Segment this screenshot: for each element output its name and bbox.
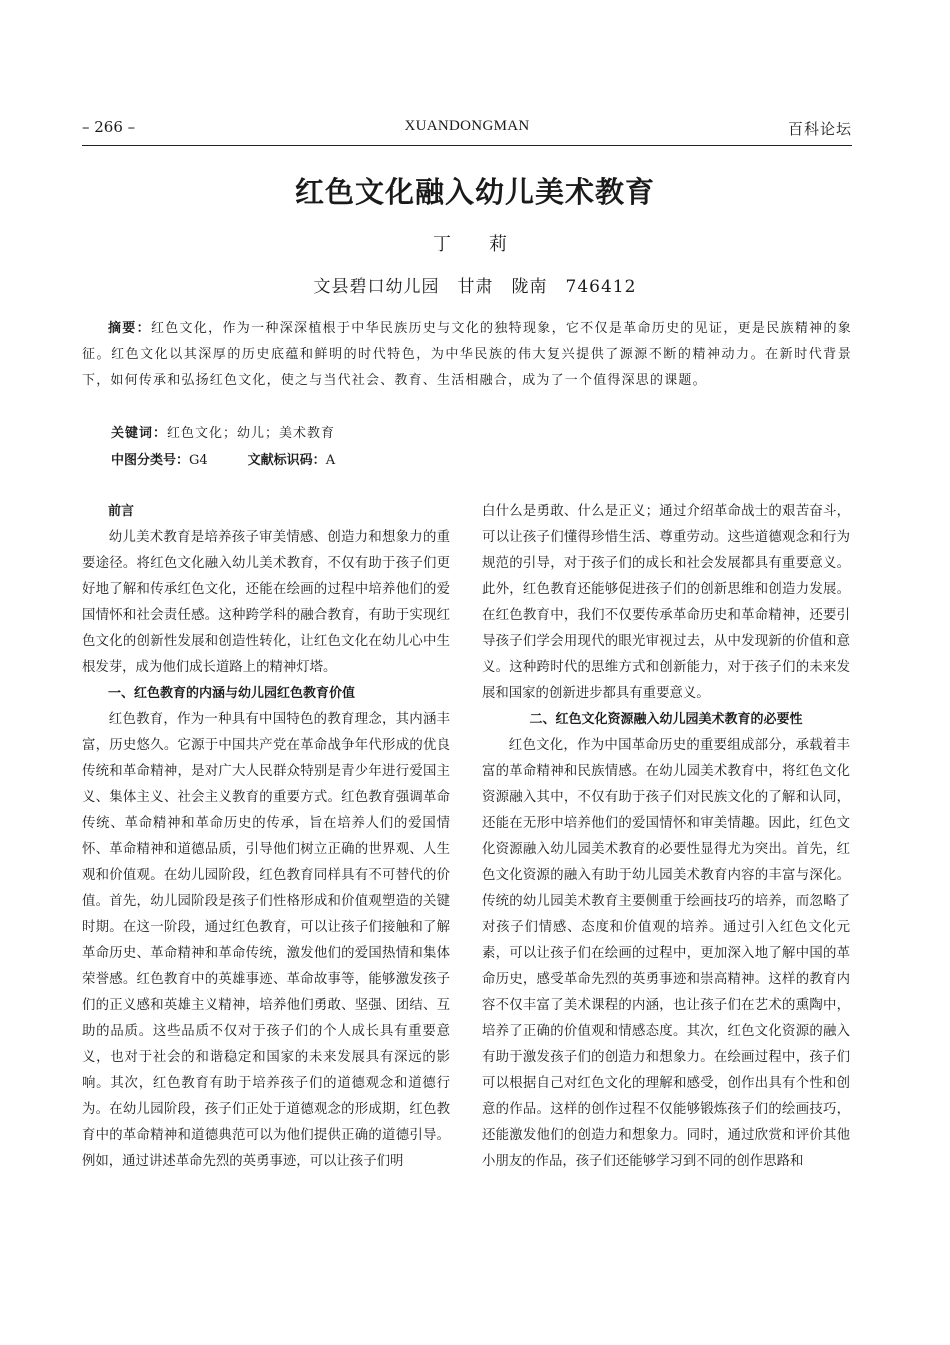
doc-code-value: A [325, 453, 336, 468]
preface-heading: 前言 [108, 504, 135, 519]
section1-heading: 一、红色教育的内涵与幼儿园红色教育价值 [108, 686, 356, 701]
section2-heading: 二、红色文化资源融入幼儿园美术教育的必要性 [529, 712, 803, 727]
doc-code-label: 文献标识码： [247, 453, 326, 468]
article-title: 红色文化融入幼儿美术教育 [294, 175, 655, 209]
header-rule [82, 145, 852, 146]
author-affiliation: 文县碧口幼儿园 甘肃 陇南 746412 [313, 277, 637, 297]
preface-paragraph: 幼儿美术教育是培养孩子审美情感、创造力和想象力的重要途径。将红色文化融入幼儿美术教育，不仅有助于孩子们更好地了解和传承红色文化，还能在绘画的过程中培养他们的爱国情怀和社会责任感。这种跨学科的融合教育，有助于实现红色文化的创新性发展和创造性转化，让红色文化在幼儿心中生根发芽，成为他们成长道路上的精神灯塔。 [82, 530, 450, 675]
page-number: – 266 – [82, 118, 136, 136]
abstract-label: 摘要： [108, 321, 151, 336]
keywords-text: 红色文化；幼儿；美术教育 [167, 426, 336, 441]
left-column [82, 499, 450, 1175]
keywords [111, 422, 335, 441]
abstract-text: 红色文化，作为一种深深植根于中华民族历史与文化的独特现象，它不仅是革命历史的见证，更是民族精神的象征。红色文化以其深厚的历史底蕴和鲜明的时代特色，为中华民族的伟大复兴提供了源源不断的精神动力。在新时代背景下，如何传承和弘扬红色文化，使之与当代社会、教育、生活相融合，成为了一个值得深思的课题。 [82, 321, 852, 388]
classification [111, 449, 335, 468]
right-column [482, 499, 850, 1175]
article-author: 丁 莉 [433, 234, 517, 255]
abstract [82, 316, 852, 394]
abstract-paragraph [82, 316, 852, 394]
section-name: 百科论坛 [787, 120, 852, 138]
clc-value: G4 [189, 453, 208, 468]
clc-label: 中图分类号： [111, 453, 190, 468]
running-header [82, 118, 852, 140]
section1-paragraph: 红色教育，作为一种具有中国特色的教育理念，其内涵丰富，历史悠久。它源于中国共产党在革命战争年代形成的优良传统和革命精神，是对广大人民群众特别是青少年进行爱国主义、集体主义、社会主义教育的重要方式。红色教育强调革命传统、革命精神和革命历史的传承，旨在培养人们的爱国情怀、革命精神和道德品质，引导他们树立正确的世界观、人生观和价值观。在幼儿园阶段，红色教育同样具有不可替代的价值。首先，幼儿园阶段是孩子们性格形成和价值观塑造的关键时期。在这一阶段，通过红色教育，可以让孩子们接触和了解革命历史、革命精神和革命传统，激发他们的爱国热情和集体荣誉感。红色教育中的英雄事迹、革命故事等，能够激发孩子们的正义感和英雄主义精神，培养他们勇敢、坚强、团结、互助的品质。这些品质不仅对于孩子们的个人成长具有重要意义，也对于社会的和谐稳定和国家的未来发展具有深远的影响。其次，红色教育有助于培养孩子们的道德观念和道德行为。在幼儿园阶段，孩子们正处于道德观念的形成期，红色教育中的革命精神和道德典范可以为他们提供正确的道德引导。例如，通过讲述革命先烈的英勇事迹，可以让孩子们明 [82, 712, 450, 1169]
keywords-label: 关键词： [111, 426, 168, 441]
section1-paragraph-continued: 白什么是勇敢、什么是正义；通过介绍革命战士的艰苦奋斗，可以让孩子们懂得珍惜生活、尊重劳动。这些道德观念和行为规范的引导，对于孩子们的成长和社会发展都具有重要意义。此外，红色教育还能够促进孩子们的创新思维和创造力发展。在红色教育中，我们不仅要传承革命历史和革命精神，还要引导孩子们学会用现代的眼光审视过去，从中发现新的价值和意义。这种跨时代的思维方式和创新能力，对于孩子们的未来发展和国家的创新进步都具有重要意义。 [482, 504, 850, 701]
journal-name: XUANDONGMAN [404, 118, 530, 134]
section2-paragraph: 红色文化，作为中国革命历史的重要组成部分，承载着丰富的革命精神和民族情感。在幼儿园美术教育中，将红色文化资源融入其中，不仅有助于孩子们对民族文化的了解和认同，还能在无形中培养他们的爱国情怀和审美情趣。因此，红色文化资源融入幼儿园美术教育的必要性显得尤为突出。首先，红色文化资源的融入有助于幼儿园美术教育内容的丰富与深化。传统的幼儿园美术教育主要侧重于绘画技巧的培养，而忽略了对孩子们情感、态度和价值观的培养。通过引入红色文化元素，可以让孩子们在绘画的过程中，更加深入地了解中国的革命历史，感受革命先烈的英勇事迹和崇高精神。这样的教育内容不仅丰富了美术课程的内涵，也让孩子们在艺术的熏陶中，培养了正确的价值观和情感态度。其次，红色文化资源的融入有助于激发孩子们的创造力和想象力。在绘画过程中，孩子们可以根据自己对红色文化的理解和感受，创作出具有个性和创意的作品。这样的创作过程不仅能够锻炼孩子们的绘画技巧，还能激发他们的创造力和想象力。同时，通过欣赏和评价其他小朋友的作品，孩子们还能够学习到不同的创作思路和 [482, 738, 850, 1169]
